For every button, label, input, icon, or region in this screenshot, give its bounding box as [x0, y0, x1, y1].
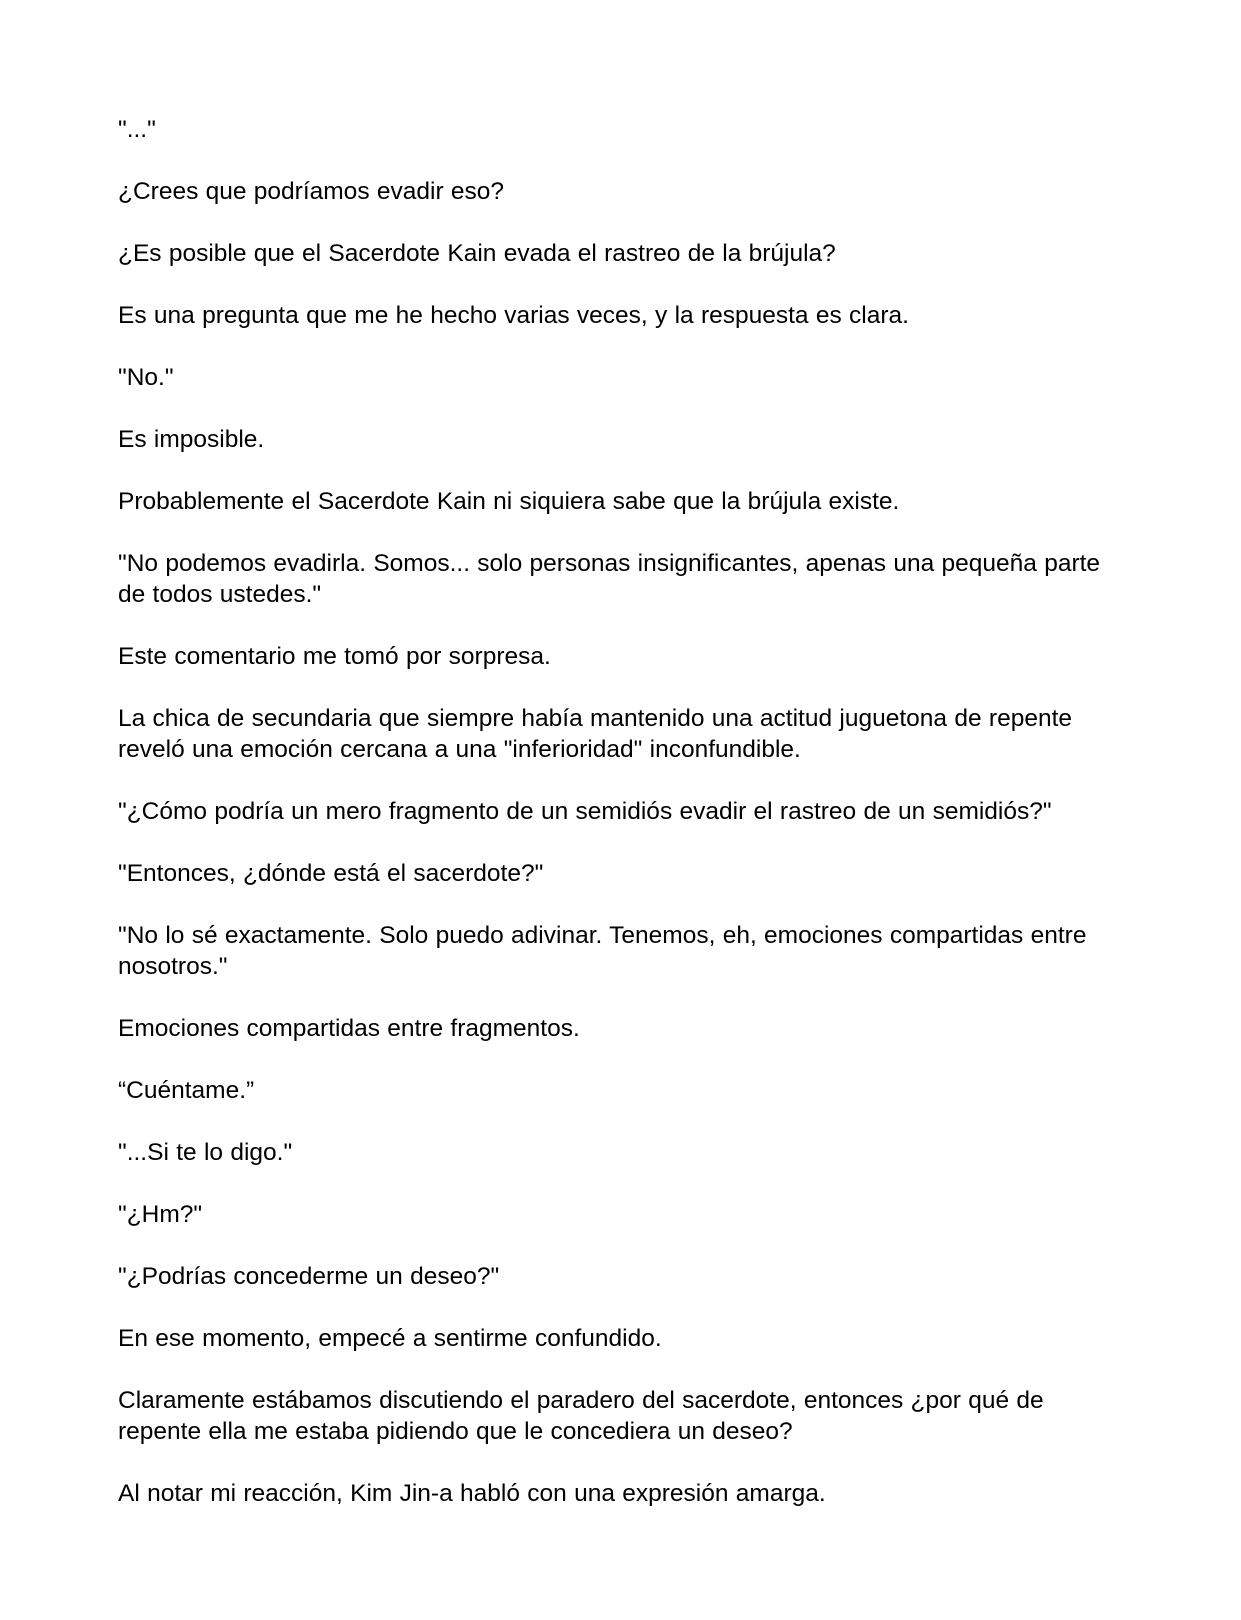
paragraph: Es imposible.	[118, 426, 265, 453]
paragraph: "No lo sé exactamente. Solo puedo adivinar. Tenemos, eh, emociones compartidas entre nosotros."	[118, 922, 1087, 980]
paragraph: En ese momento, empecé a sentirme confundido.	[118, 1325, 662, 1352]
paragraph: "¿Hm?"	[118, 1201, 203, 1228]
paragraph: "...Si te lo digo."	[118, 1139, 293, 1166]
paragraph: “Cuéntame.”	[118, 1077, 255, 1104]
paragraph: Claramente estábamos discutiendo el paradero del sacerdote, entonces ¿por qué de repente ella me estaba pidiendo que le concediera un deseo?	[118, 1387, 1044, 1445]
paragraph: "..."	[118, 116, 156, 143]
paragraph: Emociones compartidas entre fragmentos.	[118, 1015, 580, 1042]
paragraph: "No podemos evadirla. Somos... solo personas insignificantes, apenas una pequeña parte de todos ustedes."	[118, 550, 1101, 608]
paragraph: "¿Cómo podría un mero fragmento de un semidiós evadir el rastreo de un semidiós?"	[118, 798, 1052, 825]
paragraph: Probablemente el Sacerdote Kain ni siquiera sabe que la brújula existe.	[118, 488, 900, 515]
paragraph: Este comentario me tomó por sorpresa.	[118, 643, 551, 670]
paragraph: ¿Es posible que el Sacerdote Kain evada el rastreo de la brújula?	[118, 240, 836, 267]
document-body	[118, 114, 1128, 1509]
paragraph: "No."	[118, 364, 174, 391]
paragraph: Al notar mi reacción, Kim Jin-a habló con una expresión amarga.	[118, 1480, 826, 1507]
paragraph: "Entonces, ¿dónde está el sacerdote?"	[118, 860, 544, 887]
paragraph: Es una pregunta que me he hecho varias veces, y la respuesta es clara.	[118, 302, 909, 329]
paragraph: ¿Crees que podríamos evadir eso?	[118, 178, 505, 205]
paragraph: La chica de secundaria que siempre había mantenido una actitud juguetona de repente reveló una emoción cercana a una "inferioridad" inconfundible.	[118, 705, 1073, 763]
paragraph: "¿Podrías concederme un deseo?"	[118, 1263, 500, 1290]
